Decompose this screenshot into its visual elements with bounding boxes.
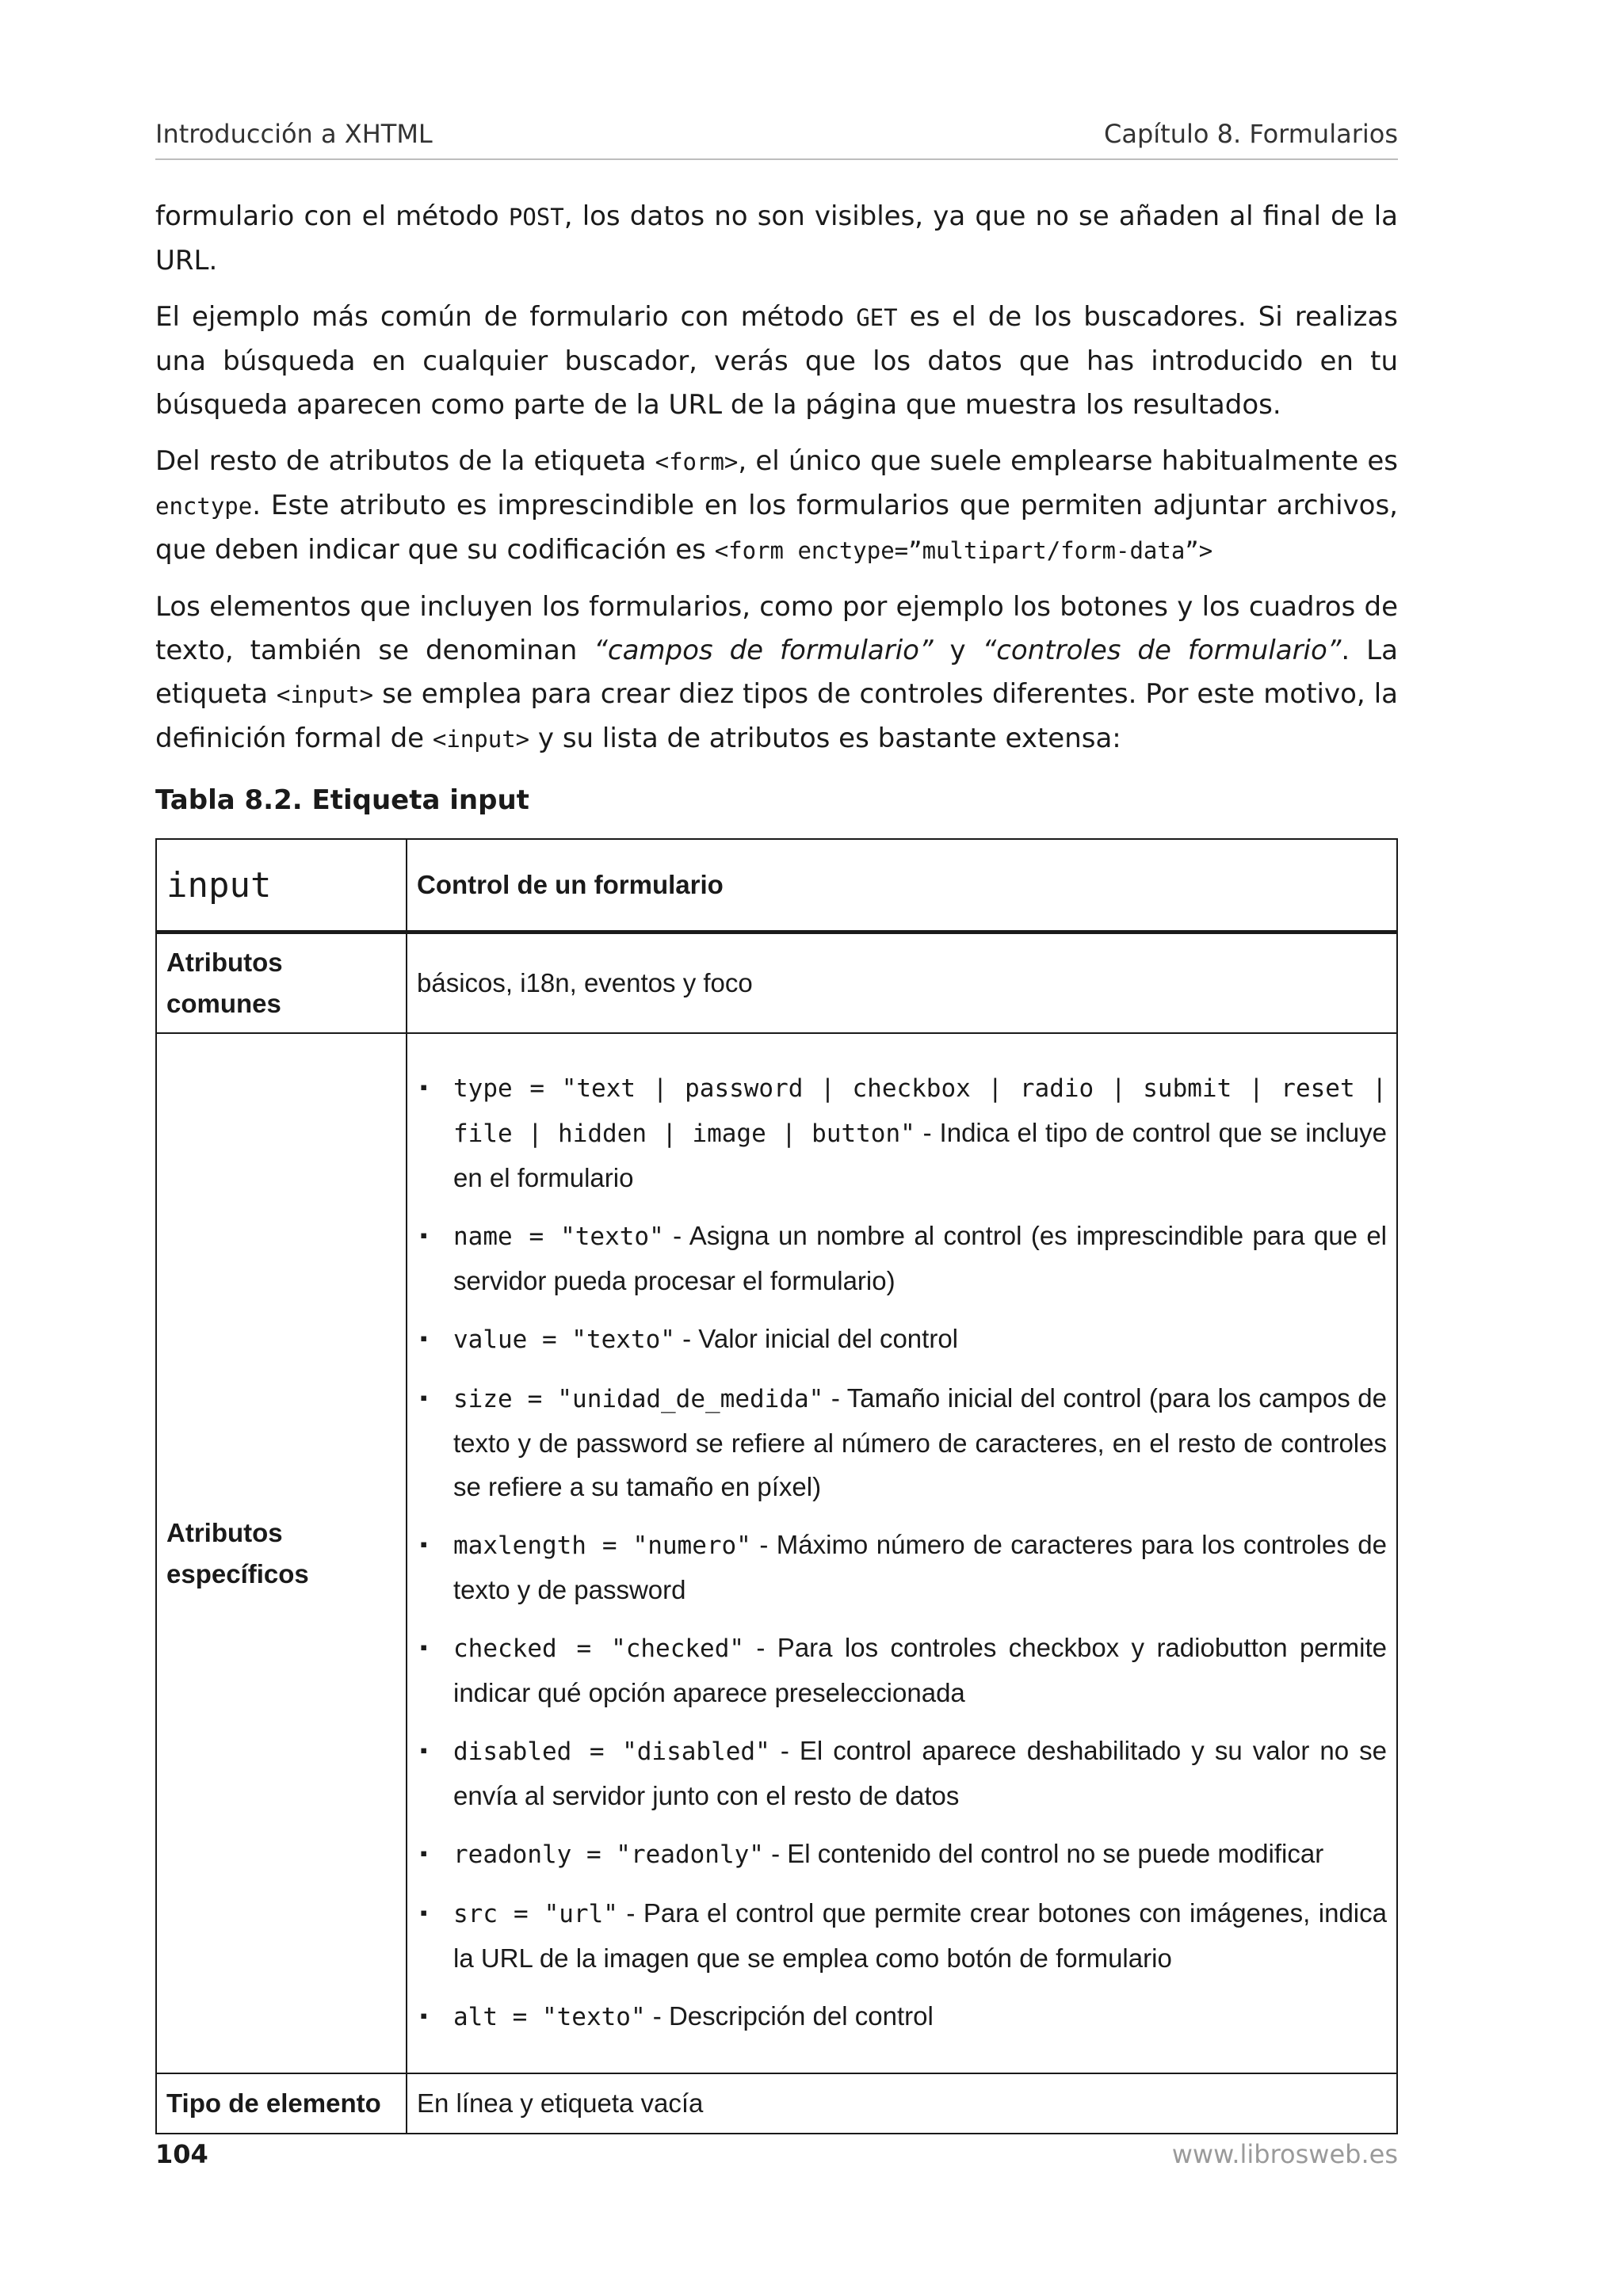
cell-common-label: Atributos comunes	[156, 933, 407, 1034]
body-text	[155, 195, 1398, 774]
attribute-item	[417, 1832, 1387, 1877]
attribute-description: - Máximo número de caracteres para los controles de texto y de password	[453, 1530, 1387, 1604]
text-run: y	[933, 635, 983, 666]
cell-common-value: básicos, i18n, eventos y foco	[407, 933, 1397, 1034]
attribute-code: name = "texto"	[453, 1222, 664, 1251]
paragraph-input-intro	[155, 585, 1398, 761]
attribute-description: - Para el control que permite crear botones con imágenes, indica la URL de la imagen que se emplea como botón de formulario	[453, 1898, 1387, 1973]
text-run: Los elementos que incluyen los formularios, como por ejemplo los botones y los cuadros de texto, también se denominan	[155, 591, 1398, 666]
header-book-title: Introducción a XHTML	[155, 119, 433, 149]
inline-code: <form>	[655, 448, 739, 475]
site-url: www.librosweb.es	[1171, 2139, 1398, 2169]
text-run: . La etiqueta	[155, 635, 1398, 710]
text-run: se emplea para crear diez tipos de controles diferentes. Por este motivo, la definición formal de	[155, 678, 1398, 754]
attribute-description: - El control aparece deshabilitado y su valor no se envía al servidor junto con el resto de datos	[453, 1736, 1388, 1810]
attribute-code: checked = "checked"	[453, 1634, 745, 1663]
paragraph-enctype	[155, 440, 1398, 573]
inline-code: <input>	[276, 681, 374, 708]
attribute-item	[417, 1317, 1387, 1362]
inline-code: GET	[856, 304, 898, 331]
attribute-description: - Tamaño inicial del control (para los campos de texto y de password se refiere al número de caracteres, en el resto de controles se refiere a su tamaño en píxel)	[453, 1383, 1388, 1501]
tag-description: Control de un formulario	[417, 870, 724, 899]
emphasis: “controles de formulario”	[982, 635, 1342, 666]
inline-code: POST	[508, 204, 564, 231]
attribute-code: readonly = "readonly"	[453, 1840, 764, 1869]
cell-type-label: Tipo de elemento	[156, 2073, 407, 2134]
attribute-code: value = "texto"	[453, 1325, 675, 1354]
attribute-description: - Descripción del control	[645, 2001, 934, 2031]
running-header	[155, 119, 1398, 160]
text-run: . Este atributo es imprescindible en los formularios que permiten adjuntar archivos, que deben indicar que su codificación es	[155, 490, 1398, 566]
attribute-item	[417, 1729, 1387, 1817]
attribute-description: - Indica el tipo de control que se incluye en el formulario	[453, 1118, 1388, 1192]
cell-tag-description	[407, 839, 1397, 933]
attribute-description: - Asigna un nombre al control (es imprescindible para que el servidor pueda procesar el formulario)	[453, 1221, 1388, 1295]
text-run: formulario con el método	[155, 200, 509, 232]
attribute-code: type = "text | password | checkbox | radio | submit | reset | file | hidden | image | button"	[453, 1074, 1387, 1148]
attribute-item	[417, 1066, 1387, 1199]
text-run: , el único que suele emplearse habitualmente es	[738, 445, 1398, 477]
inline-code: <input>	[432, 726, 530, 753]
page-number: 104	[155, 2139, 208, 2169]
paragraph-post-method	[155, 195, 1398, 283]
cell-tag-name	[156, 839, 407, 933]
table-row-element-type	[156, 2073, 1397, 2134]
text-run: El ejemplo más común de formulario con método	[155, 301, 857, 333]
attribute-list	[417, 1034, 1387, 2073]
table-row-specific-attributes	[156, 1033, 1397, 2073]
attribute-description: - Valor inicial del control	[674, 1324, 959, 1353]
attribute-item	[417, 1994, 1387, 2039]
input-tag-table	[155, 838, 1398, 2134]
paragraph-get-example	[155, 296, 1398, 427]
attribute-item	[417, 1891, 1387, 1980]
attribute-description: - Para los controles checkbox y radiobutton permite indicar qué opción aparece preseleccionada	[453, 1633, 1387, 1707]
emphasis: “campos de formulario”	[594, 635, 934, 666]
table-caption: Tabla 8.2. Etiqueta input	[155, 784, 529, 816]
attribute-code: alt = "texto"	[453, 2003, 646, 2031]
cell-specific-list	[407, 1033, 1397, 2073]
cell-type-value: En línea y etiqueta vacía	[407, 2073, 1397, 2134]
cell-specific-label: Atributos específicos	[156, 1033, 407, 2073]
attribute-item	[417, 1523, 1387, 1611]
tag-name: input	[166, 864, 272, 906]
attribute-code: src = "url"	[453, 1900, 618, 1928]
attribute-item	[417, 1376, 1387, 1508]
attribute-item	[417, 1214, 1387, 1302]
header-chapter-title: Capítulo 8. Formularios	[1103, 119, 1398, 149]
attribute-code: maxlength = "numero"	[453, 1531, 751, 1560]
text-run: es el de los buscadores. Si realizas una búsqueda en cualquier buscador, verás que los datos que has introducido en tu búsqueda aparecen como parte de la URL de la página que muestra los resultados.	[155, 301, 1399, 421]
inline-code: enctype	[155, 493, 253, 520]
text-run: Del resto de atributos de la etiqueta	[155, 445, 655, 477]
text-run: y su lista de atributos es bastante extensa:	[529, 723, 1121, 754]
attribute-item	[417, 1626, 1387, 1714]
attribute-code: size = "unidad_de_medida"	[453, 1385, 824, 1413]
text-run: , los datos no son visibles, ya que no se añaden al final de la URL.	[155, 200, 1398, 277]
inline-code: <form enctype=”multipart/form-data”>	[714, 537, 1213, 564]
table-row-common-attributes	[156, 933, 1397, 1034]
attribute-description: - El contenido del control no se puede modificar	[763, 1839, 1324, 1868]
table-row-header	[156, 839, 1397, 933]
attribute-code: disabled = "disabled"	[453, 1737, 770, 1766]
